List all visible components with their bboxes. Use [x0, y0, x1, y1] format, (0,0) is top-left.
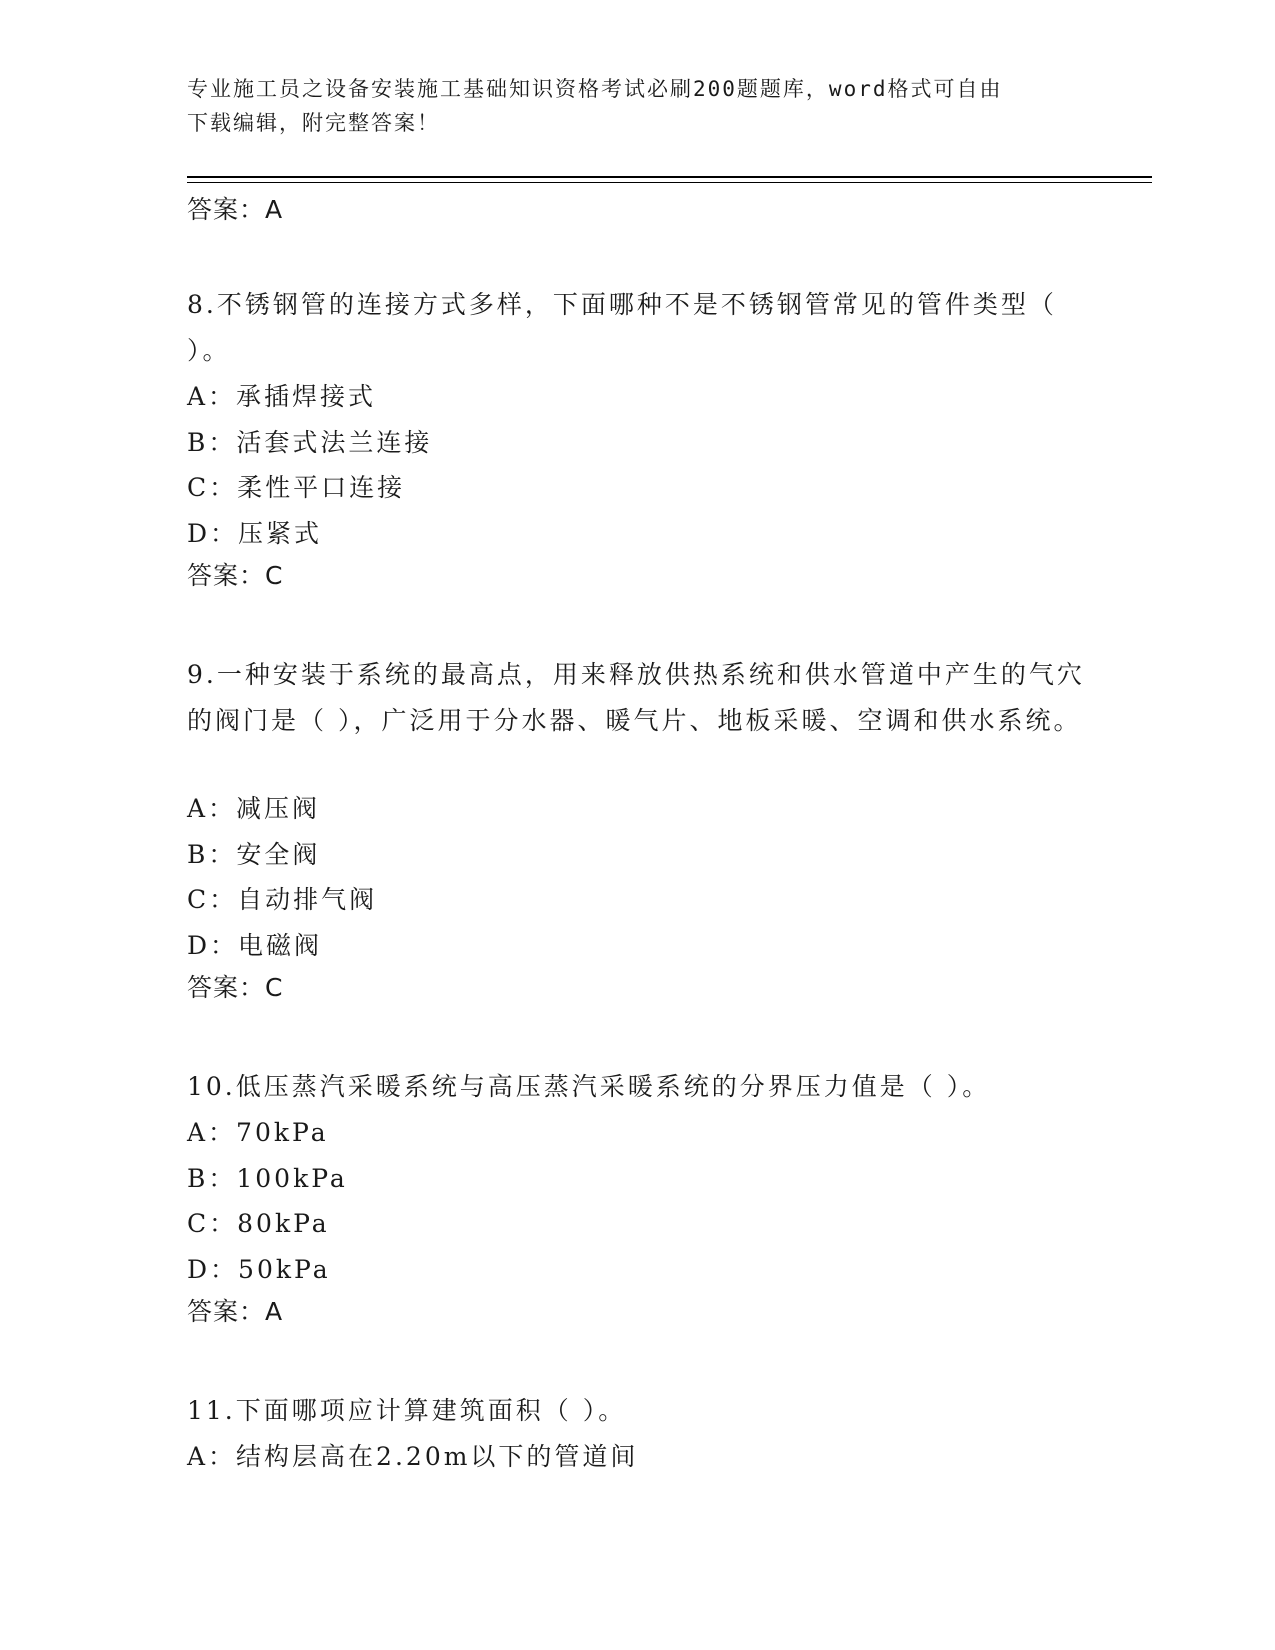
option-c: C：柔性平口连接	[187, 473, 406, 502]
option-d: D：压紧式	[187, 518, 323, 548]
document-header	[187, 72, 1067, 140]
question-9	[187, 652, 1087, 1008]
option-a: A：承插焊接式	[187, 382, 377, 411]
option-b: B：100kPa	[187, 1163, 348, 1193]
header-rule-thin	[187, 182, 1152, 183]
question-text: 9.一种安装于系统的最高点，用来释放供热系统和供水管道中产生的气穴的阀门是（ ），广泛用于分水器、暖气片、地板采暖、空调和供水系统。	[187, 660, 1085, 735]
question-8	[187, 282, 1087, 596]
question-text: 10.低压蒸汽采暖系统与高压蒸汽采暖系统的分界压力值是（ ）。	[187, 1072, 991, 1101]
answer-line: 答案：A	[187, 1297, 284, 1326]
option-d: D：电磁阀	[187, 930, 323, 960]
option-a: A：70kPa	[187, 1118, 329, 1147]
header-line-1: 专业施工员之设备安装施工基础知识资格考试必刷200题题库，word格式可自由	[187, 77, 1003, 101]
question-11	[187, 1388, 1087, 1480]
question-text: 8.不锈钢管的连接方式多样，下面哪种不是不锈钢管常见的管件类型（ ）。	[187, 290, 1057, 365]
option-a: A：减压阀	[187, 794, 321, 823]
option-b: B：活套式法兰连接	[187, 427, 433, 457]
header-rule-thick	[187, 176, 1152, 178]
header-line-2: 下载编辑，附完整答案！	[187, 111, 440, 135]
option-a: A：结构层高在2.20m以下的管道间	[187, 1442, 639, 1471]
answer-line: 答案：A	[187, 195, 284, 224]
spacer	[187, 1008, 1087, 1064]
spacer	[187, 596, 1087, 652]
question-text: 11.下面哪项应计算建筑面积（ ）。	[187, 1396, 627, 1425]
question-10	[187, 1064, 1087, 1332]
answer-line: 答案：C	[187, 561, 284, 590]
option-b: B：安全阀	[187, 839, 321, 869]
option-d: D：50kPa	[187, 1254, 331, 1284]
spacer	[187, 230, 1087, 282]
spacer	[187, 1332, 1087, 1388]
answer-line: 答案：C	[187, 973, 284, 1002]
option-c: C：自动排气阀	[187, 885, 378, 914]
question-list	[187, 190, 1087, 1480]
option-c: C：80kPa	[187, 1209, 330, 1238]
